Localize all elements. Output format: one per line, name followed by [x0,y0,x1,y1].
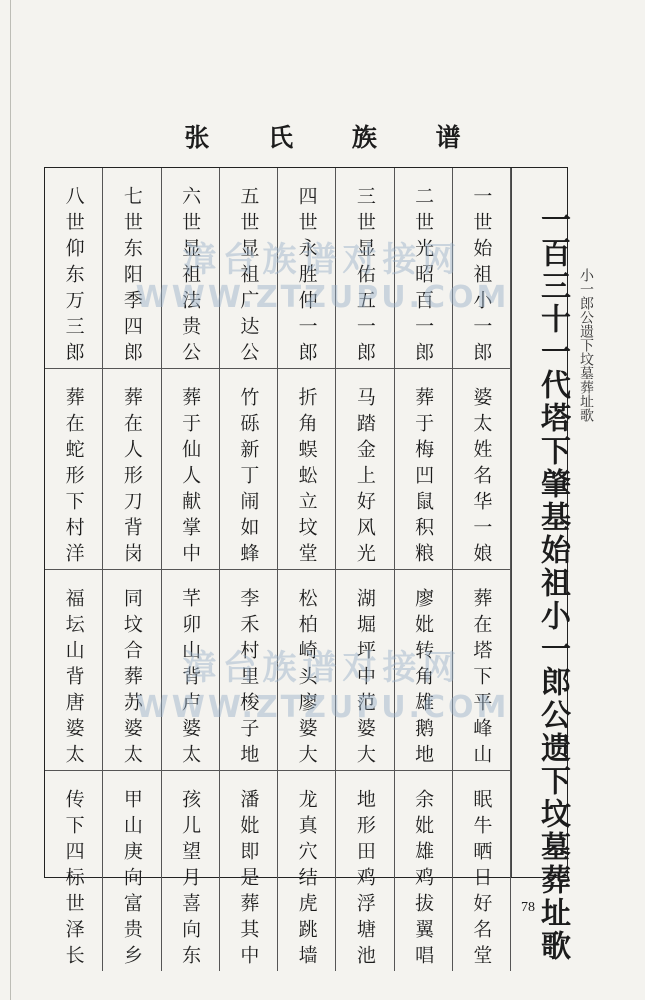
poem-cell [336,168,394,369]
poem-line: 六世显祖法贵公 [179,186,202,368]
poem-cell [336,369,394,570]
poem-cell [45,369,103,570]
poem-line: 眠牛晒日好名堂 [470,789,493,971]
poem-cell [162,369,220,570]
poem-line: 四世永胜仲一郎 [295,186,318,368]
poem-cell [336,570,394,771]
poem-line: 马踏金上好风光 [353,387,376,569]
page-number: 78 [521,900,535,915]
poem-cell [103,369,161,570]
poem-line: 潘妣即是葬其中 [237,789,260,971]
poem-line: 余妣雄鸡拔翼唱 [412,789,435,971]
poem-line: 传下四标世泽长 [62,789,85,971]
poem-cell [45,771,103,971]
poem-cell [278,570,336,771]
poem-cell [278,369,336,570]
poem-line: 八世仰东万三郎 [62,186,85,368]
poem-line: 七世东阳季四郎 [120,186,143,368]
poem-cell [220,369,278,570]
poem-line: 三世显佑五一郎 [353,186,376,368]
header-char: 氏 [268,123,294,152]
poem-line: 竹砾新丁闹如蜂 [237,387,260,569]
poem-cell [453,771,511,971]
poem-line: 湖堀坪中范婆大 [353,588,376,770]
poem-line: 李禾村里梭子地 [237,588,260,770]
poem-cell [220,570,278,771]
poem-cell [395,771,453,971]
poem-cell [45,168,103,369]
poem-cell [162,168,220,369]
watermark-url: WWW.ZTZUPU.COM [135,690,510,725]
watermark-text: 漳台族谱对接网 [182,240,463,280]
header-char: 谱 [435,123,461,152]
poem-cell [103,168,161,369]
poem-cell [162,570,220,771]
poem-cell [45,570,103,771]
poem-cell [103,570,161,771]
poem-cell [162,771,220,971]
poem-cell [453,369,511,570]
book-header [0,118,645,158]
divider-line [511,168,512,877]
side-running-title: 小一郎公遗下坟墓葬址歌 [578,268,594,422]
poem-line: 甲山庚向富贵乡 [120,789,143,971]
poem-cell [336,771,394,971]
poem-cell [395,369,453,570]
poem-cell [395,570,453,771]
poem-cell [220,168,278,369]
poem-line: 一世始祖小一郎 [470,186,493,368]
poem-line: 福坛山背唐婆太 [62,588,85,770]
poem-line: 葬在人形刀背岗 [120,387,143,569]
watermark-text: 漳台族谱对接网 [182,648,463,688]
header-char: 族 [351,123,377,152]
poem-cell [453,570,511,771]
poem-cell [278,771,336,971]
poem-line: 葬在塔下平峰山 [470,588,493,770]
poem-line: 折角蜈蚣立坟堂 [295,387,318,569]
poem-line: 葬在蛇形下村洋 [62,387,85,569]
poem-line: 五世显祖广达公 [237,186,260,368]
poem-line: 孩儿望月喜向东 [179,789,202,971]
poem-cell [278,168,336,369]
poem-line: 同坟合葬苏婆太 [120,588,143,770]
poem-cell [103,771,161,971]
watermark-url: WWW.ZTZUPU.COM [135,280,510,315]
poem-line: 葬于仙人献掌中 [179,387,202,569]
poem-line: 龙真穴结虎跳墙 [295,789,318,971]
poem-line: 廖妣转角雄鹅地 [412,588,435,770]
poem-line: 地形田鸡浮塘池 [353,789,376,971]
poem-line: 二世光昭百一郎 [412,186,435,368]
poem-grid [45,168,511,971]
poem-line: 葬于梅凹鼠积粮 [412,387,435,569]
poem-cell [220,771,278,971]
poem-line: 松柏崎头廖婆大 [295,588,318,770]
poem-cell [395,168,453,369]
header-char: 张 [184,123,210,152]
poem-title: 一百三十一代塔下肇基始祖小一郎公遗下坟墓葬址歌 [535,204,570,963]
poem-cell [453,168,511,369]
poem-line: 婆太姓名华一娘 [470,387,493,569]
poem-line: 芊卯山背卢婆太 [179,588,202,770]
